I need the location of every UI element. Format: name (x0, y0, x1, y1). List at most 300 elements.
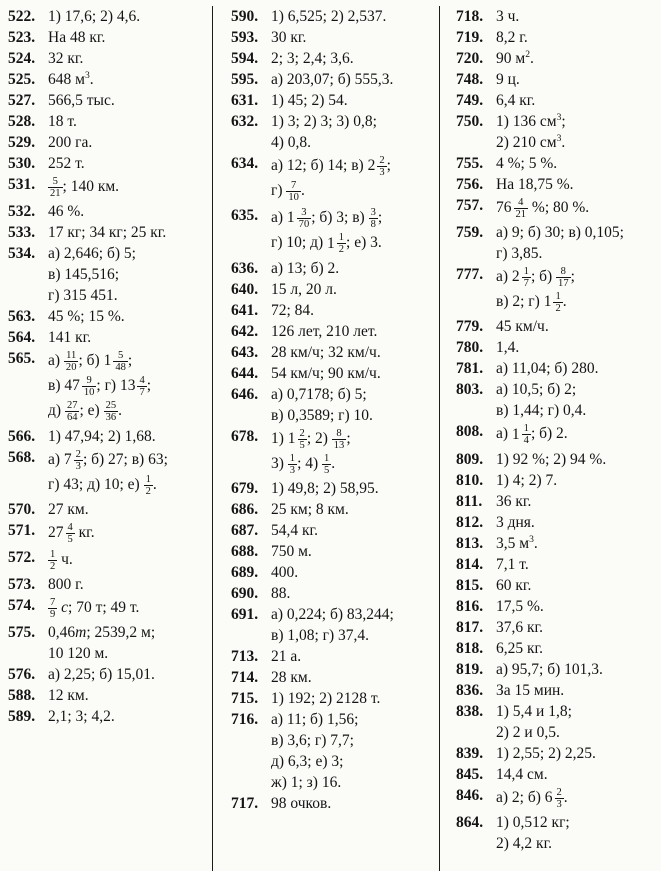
answer-line: 28 км/ч; 32 км/ч. (271, 343, 381, 361)
problem-number: 716. (231, 710, 259, 728)
answer-line: 30 кг. (271, 29, 307, 46)
problem-number: 634. (231, 155, 259, 172)
answers-column-left (0, 6, 212, 871)
answer-entry (456, 659, 659, 680)
answer-line: На 18,75 %. (496, 176, 574, 193)
problem-number: 595. (231, 71, 259, 88)
answer-line: 1) 2,55; 2) 2,25. (496, 744, 596, 762)
mixed-number-whole: 2 (511, 268, 520, 286)
answer-entry (231, 604, 435, 646)
answer-text (496, 379, 659, 421)
problem-number: 779. (456, 318, 484, 336)
answer-line: 141 кг. (48, 329, 92, 347)
problem-number: 590. (231, 8, 259, 25)
answer-line: г) $\frac{7}{10}$ . (271, 180, 305, 204)
answer-line: 1) 49,8; 2) 58,95. (271, 479, 379, 497)
problem-number: 635. (231, 207, 259, 225)
answer-text (48, 69, 208, 90)
mixed-number-whole: 1 (543, 293, 552, 311)
problem-number: 719. (456, 29, 484, 46)
answer-text (496, 491, 659, 512)
fraction: $\frac{1}{3}$ (289, 452, 296, 476)
answer-text (271, 27, 435, 48)
answer-text (496, 701, 659, 743)
answer-text (48, 447, 208, 499)
fraction: $\frac{7}{9}$ (50, 597, 56, 621)
problem-number: 568. (8, 448, 36, 466)
answer-entry (456, 153, 659, 174)
answer-text (271, 709, 435, 793)
answer-line: 3,5 $м^3$. (496, 533, 538, 552)
problem-number: 715. (231, 689, 259, 707)
answer-entry (456, 512, 659, 533)
answer-line: 76 $\frac{4}{21}$ %; 80 %. (496, 197, 590, 221)
fraction: $\frac{1}{2}$ (338, 232, 345, 256)
answer-line: 1) 6,525; 2) 2,537. (271, 8, 387, 25)
answer-entry (456, 701, 659, 743)
answer-line: 21 а. (271, 647, 302, 665)
answer-line: а) 13; б) 2. (271, 259, 340, 277)
answer-entry (456, 111, 659, 153)
answer-text (48, 201, 208, 222)
answer-text (496, 153, 659, 174)
answer-entry (456, 264, 659, 316)
answer-text (496, 69, 659, 90)
problem-number: 529. (8, 134, 36, 151)
answer-entry (8, 574, 208, 595)
answer-line: 0,46m; 2539,2 м; (48, 624, 156, 642)
answer-entry (456, 421, 659, 448)
answer-text (48, 348, 208, 425)
mixed-number-whole: 13 (119, 377, 136, 395)
answer-line: а) 2,25; б) 15,01. (48, 666, 155, 684)
problem-number: 523. (8, 29, 36, 46)
problem-number: 574. (8, 597, 36, 614)
answer-text (48, 685, 208, 706)
answer-line: 2; 3; 2,4; 3,6. (271, 50, 354, 67)
answer-line: 46 %. (48, 203, 85, 221)
fraction: $\frac{1}{4}$ (523, 423, 529, 447)
answer-line: На 48 кг. (48, 29, 106, 46)
answer-entry (456, 222, 659, 264)
problem-number: 565. (8, 350, 36, 368)
answer-line: а) 95,7; б) 101,3. (496, 660, 603, 678)
problem-number: 713. (231, 647, 259, 665)
answer-line: 14,4 см. (496, 765, 548, 783)
problem-number: 748. (456, 71, 484, 88)
answer-line: 126 лет, 210 лет. (271, 322, 378, 340)
answer-entry (231, 90, 435, 111)
problem-number: 532. (8, 203, 36, 221)
answer-line: 1) 5,4 и 1,8; (496, 702, 572, 720)
problem-number: 803. (456, 381, 484, 399)
answer-entry (8, 520, 208, 547)
answer-entry (8, 327, 208, 348)
answer-line: 10 120 м. (48, 645, 109, 663)
problem-number: 533. (8, 224, 36, 242)
fraction: $\frac{1}{2}$ (555, 291, 561, 315)
answer-line: а) 10,5; б) 2; (496, 381, 577, 399)
problem-number: 522. (8, 8, 36, 25)
problem-number: 566. (8, 427, 36, 445)
answer-line: 1) 17,6; 2) 4,6. (48, 8, 141, 25)
answer-entry (456, 554, 659, 575)
answer-line: в) 1,08; г) 37,4. (271, 626, 370, 644)
answer-line: в) 47 $\frac{9}{10}$ ; г) 13 $\frac{4}{7}$ ; (48, 375, 152, 399)
answer-text (48, 132, 208, 153)
mixed-number-whole: 1 (511, 425, 520, 443)
answer-text (48, 153, 208, 174)
answer-entry (231, 583, 435, 604)
answer-entry (231, 709, 435, 793)
answer-line: 566,5 тыс. (48, 92, 115, 109)
answer-entry (456, 174, 659, 195)
answer-line: 4) 0,8. (271, 134, 312, 151)
answer-line: а) 0,224; б) 83,244; (271, 605, 394, 623)
answer-entry (8, 447, 208, 499)
problem-number: 816. (456, 597, 484, 615)
problem-number: 689. (231, 563, 259, 581)
answer-text (48, 27, 208, 48)
answer-entry (231, 300, 435, 321)
answer-line: 7,1 т. (496, 555, 529, 573)
answer-entry (456, 195, 659, 222)
answer-entry (231, 27, 435, 48)
answer-line: 2) 4,2 кг. (496, 834, 553, 852)
problem-number: 534. (8, 245, 36, 263)
answer-entry (8, 306, 208, 327)
answer-text (271, 667, 435, 688)
answer-entry (8, 27, 208, 48)
answer-entry (456, 491, 659, 512)
answer-entry (231, 667, 435, 688)
mixed-number-whole: 27 (48, 523, 64, 541)
problem-number: 815. (456, 576, 484, 594)
answer-entry (8, 48, 208, 69)
answer-line: 36 кг. (496, 492, 532, 510)
answer-entry (231, 541, 435, 562)
problem-number: 644. (231, 364, 259, 382)
answer-entry (456, 358, 659, 379)
answer-line: 1) 4; 2) 7. (496, 471, 558, 489)
problem-number: 759. (456, 224, 484, 242)
answer-entry (231, 6, 435, 27)
answer-entry (231, 342, 435, 363)
answer-line: 28 км. (271, 668, 312, 686)
answer-line: 4 %; 5 %. (496, 155, 558, 172)
problem-number: 589. (8, 708, 36, 726)
answer-entry (8, 499, 208, 520)
mixed-number-whole: 1 (327, 234, 335, 252)
answer-text (48, 174, 208, 201)
answer-text (48, 306, 208, 327)
answer-line: $\frac{1}{2}$ ч. (50, 548, 73, 572)
answer-text (271, 205, 435, 257)
fraction: $\frac{25}{36}$ (105, 400, 117, 424)
problem-number: 690. (231, 584, 259, 602)
problem-number: 679. (231, 479, 259, 497)
answer-entry (456, 316, 659, 337)
answer-text (496, 358, 659, 379)
problem-number: 846. (456, 786, 484, 804)
answer-entry (231, 562, 435, 583)
answer-entry (456, 337, 659, 358)
answer-entry (231, 205, 435, 257)
answer-entry (8, 706, 208, 727)
answer-entry (456, 48, 659, 69)
fraction: $\frac{2}{3}$ (556, 786, 562, 810)
problem-number: 809. (456, 450, 484, 468)
answer-text (48, 706, 208, 727)
fraction: $\frac{2}{3}$ (75, 448, 81, 472)
answer-entry (8, 664, 208, 685)
answer-text (271, 541, 435, 562)
answer-line: а) 11; б) 1,56; (271, 710, 359, 728)
answer-line: 45 %; 15 %. (48, 308, 125, 326)
fraction: $\frac{3}{8}$ (370, 207, 376, 231)
answer-text (48, 595, 208, 622)
answer-line: а) 2; б) 6 $\frac{2}{3}$ . (496, 786, 568, 810)
answer-entry (8, 547, 208, 574)
problem-number: 838. (456, 702, 484, 720)
fraction: $\frac{1}{5}$ (324, 452, 330, 476)
answer-line: а) 2 $\frac{1}{7}$ ; б) $\frac{8}{17}$ ; (496, 266, 575, 290)
answer-entry (8, 6, 208, 27)
answer-entry (8, 201, 208, 222)
answer-text (271, 279, 435, 300)
answer-text (48, 499, 208, 520)
answer-entry (8, 174, 208, 201)
answer-text (271, 604, 435, 646)
answer-line: а) 12; б) 14; в) 2 $\frac{2}{3}$ ; (271, 155, 391, 179)
problem-number: 687. (231, 521, 259, 539)
problem-number: 813. (456, 534, 484, 552)
answer-entry (8, 685, 208, 706)
problem-number: 714. (231, 668, 259, 686)
answer-entry (8, 153, 208, 174)
answer-line: 12 км. (48, 687, 89, 705)
answer-entry (456, 575, 659, 596)
answer-line: 2,1; 3; 4,2. (48, 708, 115, 726)
problem-number: 643. (231, 343, 259, 361)
answer-line: 60 кг. (496, 576, 532, 594)
answer-entry (456, 90, 659, 111)
unit-exponent: 3 (556, 132, 562, 144)
answer-text (48, 90, 208, 111)
mixed-number-whole: 76 (496, 199, 512, 217)
answer-entry (231, 258, 435, 279)
mixed-number-whole: 7 (63, 450, 72, 468)
answer-text (48, 111, 208, 132)
answer-line: 800 г. (48, 576, 84, 593)
answer-line: 88. (271, 584, 291, 602)
answer-text (271, 363, 435, 384)
answer-text (271, 646, 435, 667)
answer-line: 400. (271, 563, 299, 581)
answer-text (496, 659, 659, 680)
answer-line: г) 3,85. (496, 245, 543, 263)
answer-line: а) 203,07; б) 555,3. (271, 71, 394, 88)
fraction: $\frac{5}{48}$ (115, 350, 126, 374)
problem-number: 720. (456, 50, 484, 67)
answer-line: 98 очков. (271, 794, 332, 812)
fraction: $\frac{4}{21}$ (515, 197, 527, 221)
problem-number: 812. (456, 513, 484, 531)
answer-line: 17,5 %. (496, 597, 544, 615)
answer-line: 27 $\frac{4}{5}$ кг. (48, 521, 95, 545)
answer-line: в) 0,3589; г) 10. (271, 406, 373, 424)
answer-text (271, 342, 435, 363)
problem-number: 686. (231, 500, 259, 518)
answer-text (496, 48, 659, 69)
problem-number: 814. (456, 555, 484, 573)
answer-entry (456, 785, 659, 812)
answer-entry (231, 478, 435, 499)
answer-text (496, 764, 659, 785)
answer-line: в) 3,6; г) 7,7; (271, 731, 354, 749)
answer-line: 1) 1 $\frac{2}{5}$ ; 2) $\frac{8}{13}$ ; (271, 427, 351, 451)
unit-exponent: 2 (525, 48, 530, 60)
answer-line: а) $\frac{11}{20}$ ; б) 1 $\frac{5}{48}$ ; (48, 350, 133, 374)
problem-number: 640. (231, 280, 259, 298)
answer-line: 1) 3; 2) 3; 3) 0,8; (271, 113, 377, 130)
answer-text (48, 222, 208, 243)
answer-text (48, 547, 208, 574)
answer-text (496, 512, 659, 533)
answer-line: 1) 136 $см^3$; (496, 111, 566, 130)
answer-text (271, 583, 435, 604)
fraction: $\frac{2}{5}$ (299, 427, 305, 451)
answer-text (496, 743, 659, 764)
answer-text (271, 111, 435, 153)
answer-text (496, 27, 659, 48)
answer-entry (456, 470, 659, 491)
answer-line: ж) 1; з) 16. (271, 773, 342, 791)
problem-number: 642. (231, 322, 259, 340)
problem-number: 594. (231, 50, 259, 67)
answer-text (48, 426, 208, 447)
answer-line: д) $\frac{27}{64}$ ; е) $\frac{25}{36}$ . (48, 400, 122, 424)
answer-line: 90 $м^2$. (496, 48, 534, 67)
answer-entry (8, 222, 208, 243)
problem-number: 588. (8, 687, 36, 705)
answer-line: г) 315 451. (48, 287, 118, 305)
answer-line: в) 2; г) 1 $\frac{1}{2}$ . (496, 291, 567, 315)
problem-number: 575. (8, 624, 36, 642)
problem-number: 646. (231, 385, 259, 403)
answer-text (496, 638, 659, 659)
unit-exponent: 3 (556, 111, 562, 123)
answer-entry (8, 622, 208, 664)
answer-text (496, 111, 659, 153)
answer-text (271, 793, 435, 814)
problem-number: 688. (231, 542, 259, 560)
answer-entry (8, 348, 208, 425)
answer-entry (231, 321, 435, 342)
answer-entry (456, 743, 659, 764)
answer-entry (456, 596, 659, 617)
fraction: $\frac{11}{20}$ (65, 350, 77, 374)
answer-text (496, 596, 659, 617)
answer-line: 3 дня. (496, 513, 535, 531)
answer-text (496, 680, 659, 701)
answer-entry (8, 90, 208, 111)
problem-number: 527. (8, 92, 36, 109)
answer-line: 1) 192; 2) 2128 т. (271, 689, 381, 707)
answers-column-right (439, 6, 661, 871)
answer-line: 3) $\frac{1}{3}$ ; 4) $\frac{1}{5}$ . (271, 452, 336, 476)
answer-text (271, 520, 435, 541)
answer-text (48, 327, 208, 348)
answer-line: 1) 92 %; 2) 94 %. (496, 450, 607, 468)
answer-line: а) 0,7178; б) 5; (271, 385, 367, 403)
problem-number: 564. (8, 329, 36, 347)
answer-text (271, 48, 435, 69)
answer-line: 17 кг; 34 кг; 25 кг. (48, 224, 167, 242)
problem-number: 641. (231, 301, 259, 319)
answer-text (48, 6, 208, 27)
answer-text (271, 562, 435, 583)
problem-number: 571. (8, 521, 36, 539)
answer-line: а) 9; б) 30; в) 0,105; (496, 224, 624, 242)
problem-number: 756. (456, 176, 484, 193)
problem-number: 631. (231, 92, 259, 109)
answer-entry (456, 69, 659, 90)
answer-line: в) 1,44; г) 0,4. (496, 402, 587, 420)
problem-number: 808. (456, 423, 484, 441)
answer-text (48, 48, 208, 69)
answer-text (48, 520, 208, 547)
answer-entry (231, 499, 435, 520)
answer-entry (231, 646, 435, 667)
answer-entry (456, 680, 659, 701)
answer-line: г) 10; д) 1 $\frac{1}{2}$ ; е) 3. (271, 232, 382, 256)
answer-entry (231, 48, 435, 69)
answer-text (271, 321, 435, 342)
unit-exponent: 3 (84, 69, 90, 81)
answer-line: 72; 84. (271, 301, 315, 319)
answer-text (48, 574, 208, 595)
answer-entry (8, 132, 208, 153)
answer-line: 648 $м^3$. (48, 69, 94, 88)
problem-number: 678. (231, 427, 259, 445)
problem-number: 636. (231, 259, 259, 277)
problem-number: 563. (8, 308, 36, 326)
answer-text (496, 554, 659, 575)
answer-line: а) 2,646; б) 5; (48, 245, 136, 263)
answer-line: а) 1 $\frac{1}{4}$ ; б) 2. (496, 423, 568, 447)
fraction: $\frac{9}{10}$ (83, 375, 95, 399)
answer-line: д) 6,3; е) 3; (271, 752, 344, 770)
answer-entry (8, 426, 208, 447)
fraction: $\frac{2}{3}$ (379, 155, 385, 179)
problem-number: 810. (456, 471, 484, 489)
answer-line: 32 кг. (48, 50, 84, 67)
answer-entry (231, 520, 435, 541)
answer-text (496, 264, 659, 316)
answer-entry (456, 27, 659, 48)
fraction: $\frac{1}{2}$ (50, 548, 56, 572)
fraction: $\frac{4}{5}$ (67, 521, 73, 545)
answer-text (496, 337, 659, 358)
answer-text (496, 316, 659, 337)
answer-entry (231, 363, 435, 384)
answer-line: 54,4 кг. (271, 521, 319, 539)
fraction: $\frac{3}{70}$ (298, 207, 310, 231)
fraction: $\frac{8}{17}$ (558, 266, 569, 290)
answer-text (271, 384, 435, 426)
problem-number: 817. (456, 618, 484, 636)
